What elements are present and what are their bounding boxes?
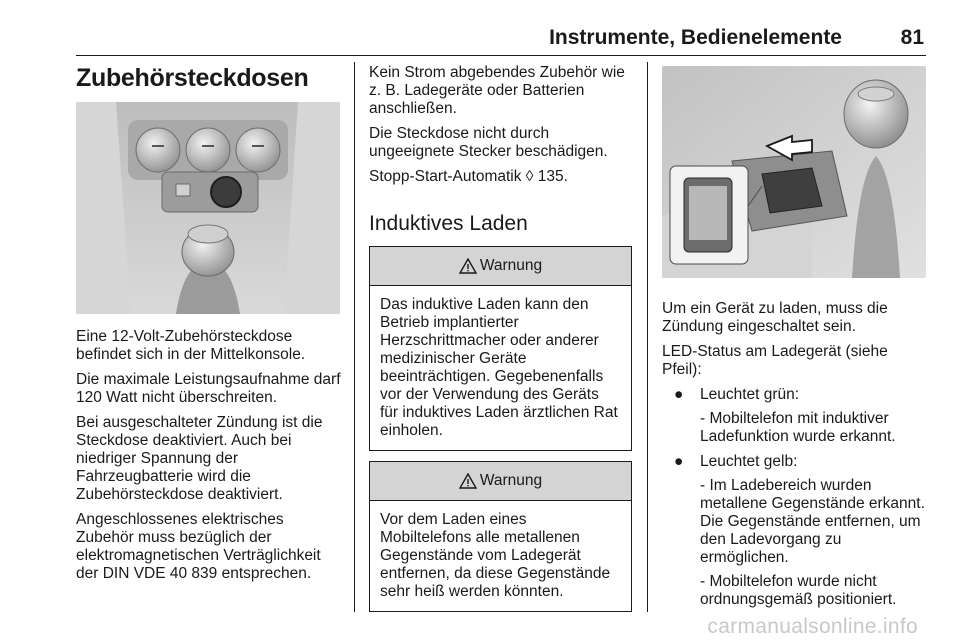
section-heading-induktives-laden: Induktives Laden	[369, 212, 528, 235]
column-divider-2	[647, 62, 648, 612]
console-socket-photo	[76, 102, 340, 314]
paragraph: Angeschlossenes elektrisches Zubehör muss bezüglich der elektromagnetischen Verträglichkeit der DIN VDE 40 839 entsprechen.	[76, 511, 321, 582]
status-detail: - Im Ladebereich wurden metallene Gegenstände erkannt. Die Gegenstände entfernen, um den Ladevorgang zu ermöglichen.	[700, 477, 925, 566]
paragraph: Um ein Gerät zu laden, muss die Zündung eingeschaltet sein.	[662, 300, 888, 335]
warning-text: Vor dem Laden eines Mobiltelefons alle metallenen Gegenstände vom Ladegerät entfernen, da diese Gegenstände sehr heiß werden könnten.	[380, 511, 611, 600]
page-number: 81	[900, 26, 924, 49]
status-label: Leuchtet gelb:	[700, 453, 798, 470]
inductive-charger-photo	[662, 66, 926, 278]
column-divider-1	[354, 62, 355, 612]
led-status-list	[662, 386, 926, 609]
section-heading-zubehoersteckdosen: Zubehörsteckdosen	[76, 64, 309, 92]
paragraph: Kein Strom abgebendes Zubehör wie z. B. Ladegeräte oder Batterien anschließen.	[369, 64, 625, 117]
watermark: carmanualsonline.info	[707, 615, 918, 638]
paragraph: Eine 12-Volt-Zubehörsteckdose befindet sich in der Mittelkonsole.	[76, 328, 306, 363]
paragraph: Die Steckdose nicht durch ungeeignete Stecker beschädigen.	[369, 125, 608, 160]
paragraph: LED-Status am Ladegerät (siehe Pfeil):	[662, 343, 888, 378]
column-3	[662, 64, 926, 616]
cross-reference-text: Stopp-Start-Automatik	[369, 168, 522, 185]
status-detail: - Mobiltelefon wurde nicht ordnungsgemäß positioniert.	[700, 573, 897, 608]
bullet-icon: ●	[674, 386, 684, 403]
warning-text: Das induktive Laden kann den Betrieb implantierter Herzschrittmacher oder anderer medizinischer Geräte beeinträchtigen. Gegebenenfalls vor der Verwendung des Geräts für induktives Laden ärztlichen Rat einholen.	[380, 296, 618, 439]
status-label: Leuchtet grün:	[700, 386, 800, 403]
header-rule	[76, 55, 926, 56]
warning-triangle-icon	[459, 473, 477, 489]
warning-label: Warnung	[479, 257, 543, 274]
cross-reference	[369, 168, 633, 186]
column-2	[369, 64, 633, 622]
running-header-title: Instrumente, Bedienelemente	[549, 26, 842, 49]
warning-box	[369, 246, 632, 451]
list-item	[662, 386, 926, 446]
warning-triangle-icon	[459, 258, 477, 274]
status-detail: - Mobiltelefon mit induktiver Ladefunktion wurde erkannt.	[700, 410, 896, 445]
paragraph: Bei ausgeschalteter Zündung ist die Steckdose deaktiviert. Auch bei niedriger Spannung der Fahrzeugbatterie wird die Zubehörsteckdose deaktiviert.	[76, 414, 323, 503]
warning-header	[370, 462, 631, 501]
list-item	[662, 453, 926, 609]
paragraph: Die maximale Leistungsaufnahme darf 120 Watt nicht überschreiten.	[76, 371, 341, 406]
warning-box	[369, 461, 632, 612]
warning-label: Warnung	[479, 472, 543, 489]
cross-reference-page: 135.	[537, 168, 568, 185]
bullet-icon: ●	[674, 453, 684, 470]
cross-reference-symbol: ◊	[525, 168, 534, 185]
column-1	[76, 64, 342, 590]
warning-header	[370, 247, 631, 286]
